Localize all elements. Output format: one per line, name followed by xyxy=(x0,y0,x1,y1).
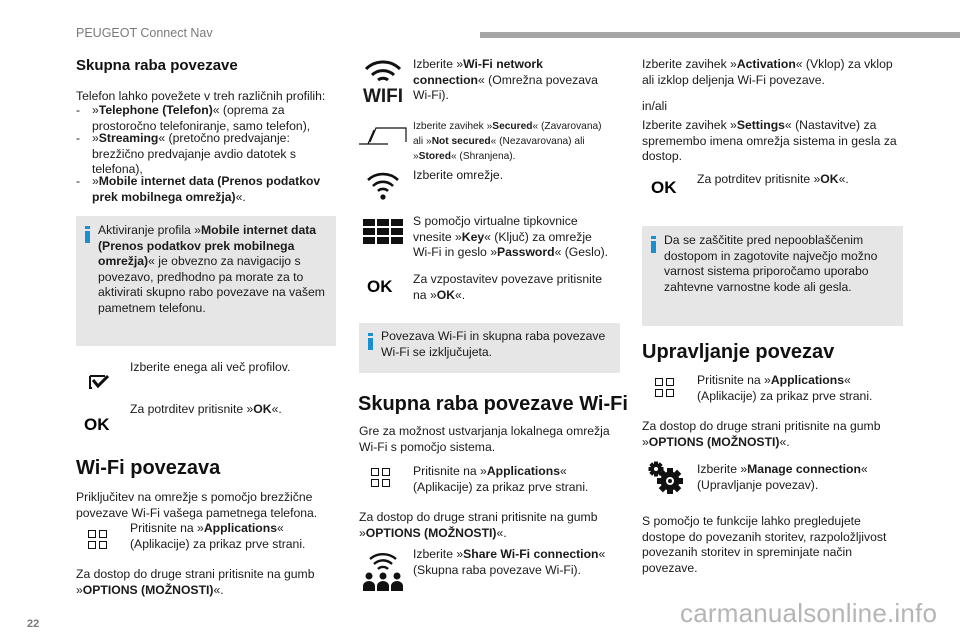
running-header-title: PEUGEOT Connect Nav xyxy=(76,26,213,40)
checkbox-icon xyxy=(89,375,109,389)
info-box xyxy=(642,226,903,326)
paragraph: S pomočjo te funkcije lahko pregledujete dostope do povezanih storitev, razpoložljivost povezanih storitev in spreminjate način povezave. xyxy=(642,514,887,575)
step-text: S pomočjo virtualne tipkovnice vnesite »Key« (Ključ) za omrežje Wi-Fi in geslo »Password« (Geslo). xyxy=(413,214,609,259)
step-text: Izberite zavihek »Secured« (Zavarovana) ali »Not secured« (Nezavarovana) ali »Stored« (Shranjena). xyxy=(413,121,602,162)
keyboard-icon xyxy=(363,219,403,245)
watermark: carmanualsonline.info xyxy=(680,598,938,628)
applications-icon xyxy=(371,468,391,488)
paragraph: Telefon lahko povežete v treh različnih profilih: xyxy=(76,89,326,103)
section-title-wifi-sharing: Skupna raba povezave Wi-Fi xyxy=(358,393,628,415)
ok-icon: OK xyxy=(84,415,110,434)
info-box xyxy=(76,216,336,346)
list-item: - »Streaming« (pretočno predvajanje: brezžično predvajanje avdio datotek s telefona), xyxy=(76,131,296,176)
paragraph: Izberite zavihek »Settings« (Nastavitve) za spremembo imena omrežja sistema in gesla za dostop. xyxy=(642,118,897,163)
list-item: - »Telephone (Telefon)« (oprema za prostoročno telefoniranje, samo telefon), xyxy=(76,103,311,133)
applications-icon xyxy=(88,530,108,550)
header-bar xyxy=(480,32,960,38)
paragraph: Priključitev na omrežje s pomočjo brezžične povezave Wi-Fi vašega pametnega telefona. xyxy=(76,490,318,520)
info-box xyxy=(359,323,620,373)
paragraph: Za dostop do druge strani pritisnite na gumb »OPTIONS (MOŽNOSTI)«. xyxy=(76,567,315,597)
info-text: Da se zaščitite pred nepooblaščenim dostopom in zagotovite največjo možno varnost sistema priporočamo uporabo zahtevne varnostne kode ali gesla. xyxy=(664,233,878,294)
step-text: Izberite »Manage connection« (Upravljanje povezav). xyxy=(697,462,868,492)
section-title-wifi: Wi-Fi povezava xyxy=(76,457,221,479)
applications-icon xyxy=(655,378,675,398)
step-text: Za vzpostavitev povezave pritisnite na »OK«. xyxy=(413,272,602,302)
info-icon xyxy=(85,226,90,243)
list-item: - »Mobile internet data (Prenos podatkov prek mobilnega omrežja)«. xyxy=(76,174,321,204)
step-text: Izberite »Share Wi-Fi connection« (Skupna raba povezave Wi-Fi). xyxy=(413,547,606,577)
step-text: Izberite omrežje. xyxy=(413,168,504,182)
info-text: Povezava Wi-Fi in skupna raba povezave Wi-Fi se izključujeta. xyxy=(381,329,606,359)
tab-icon xyxy=(358,126,408,146)
gear-icon xyxy=(648,461,684,495)
step-text: Pritisnite na »Applications« (Aplikacije) za prikaz prve strani. xyxy=(413,464,589,494)
paragraph: Za dostop do druge strani pritisnite na gumb »OPTIONS (MOŽNOSTI)«. xyxy=(642,419,881,449)
step-text: Za potrditev pritisnite »OK«. xyxy=(130,402,282,416)
page-number: 22 xyxy=(27,618,40,630)
section-title-manage-connections: Upravljanje povezav xyxy=(642,341,835,363)
step-text: Izberite »Wi-Fi network connection« (Omrežna povezava Wi-Fi). xyxy=(413,57,598,102)
ok-icon: OK xyxy=(651,178,677,197)
wifi-label-icon: WIFI xyxy=(360,60,406,104)
share-wifi-icon xyxy=(362,551,404,593)
info-icon xyxy=(651,236,656,253)
step-text: Pritisnite na »Applications« (Aplikacije) za prikaz prve strani. xyxy=(697,373,873,403)
wifi-signal-icon xyxy=(366,170,400,200)
paragraph: Gre za možnost ustvarjanja lokalnega omrežja Wi-Fi s pomočjo sistema. xyxy=(359,424,610,454)
info-icon xyxy=(368,333,373,350)
paragraph: in/ali xyxy=(642,99,668,113)
ok-icon: OK xyxy=(367,277,393,296)
step-text: Pritisnite na »Applications« (Aplikacije) za prikaz prve strani. xyxy=(130,521,306,551)
paragraph: Izberite zavihek »Activation« (Vklop) za vklop ali izklop deljenja Wi-Fi povezave. xyxy=(642,57,893,87)
info-text: Aktiviranje profila »Mobile internet data (Prenos podatkov prek mobilnega omrežja)« je obvezno za navigacijo s povezavo, predhodno pa morate za to aktivirati skupno rabo povezave na vašem pametnem telefonu. xyxy=(98,223,325,315)
paragraph: Za dostop do druge strani pritisnite na gumb »OPTIONS (MOŽNOSTI)«. xyxy=(359,510,598,540)
step-text: Za potrditev pritisnite »OK«. xyxy=(697,172,849,186)
step-text: Izberite enega ali več profilov. xyxy=(130,360,291,374)
section-title-shared-connection: Skupna raba povezave xyxy=(76,57,238,74)
